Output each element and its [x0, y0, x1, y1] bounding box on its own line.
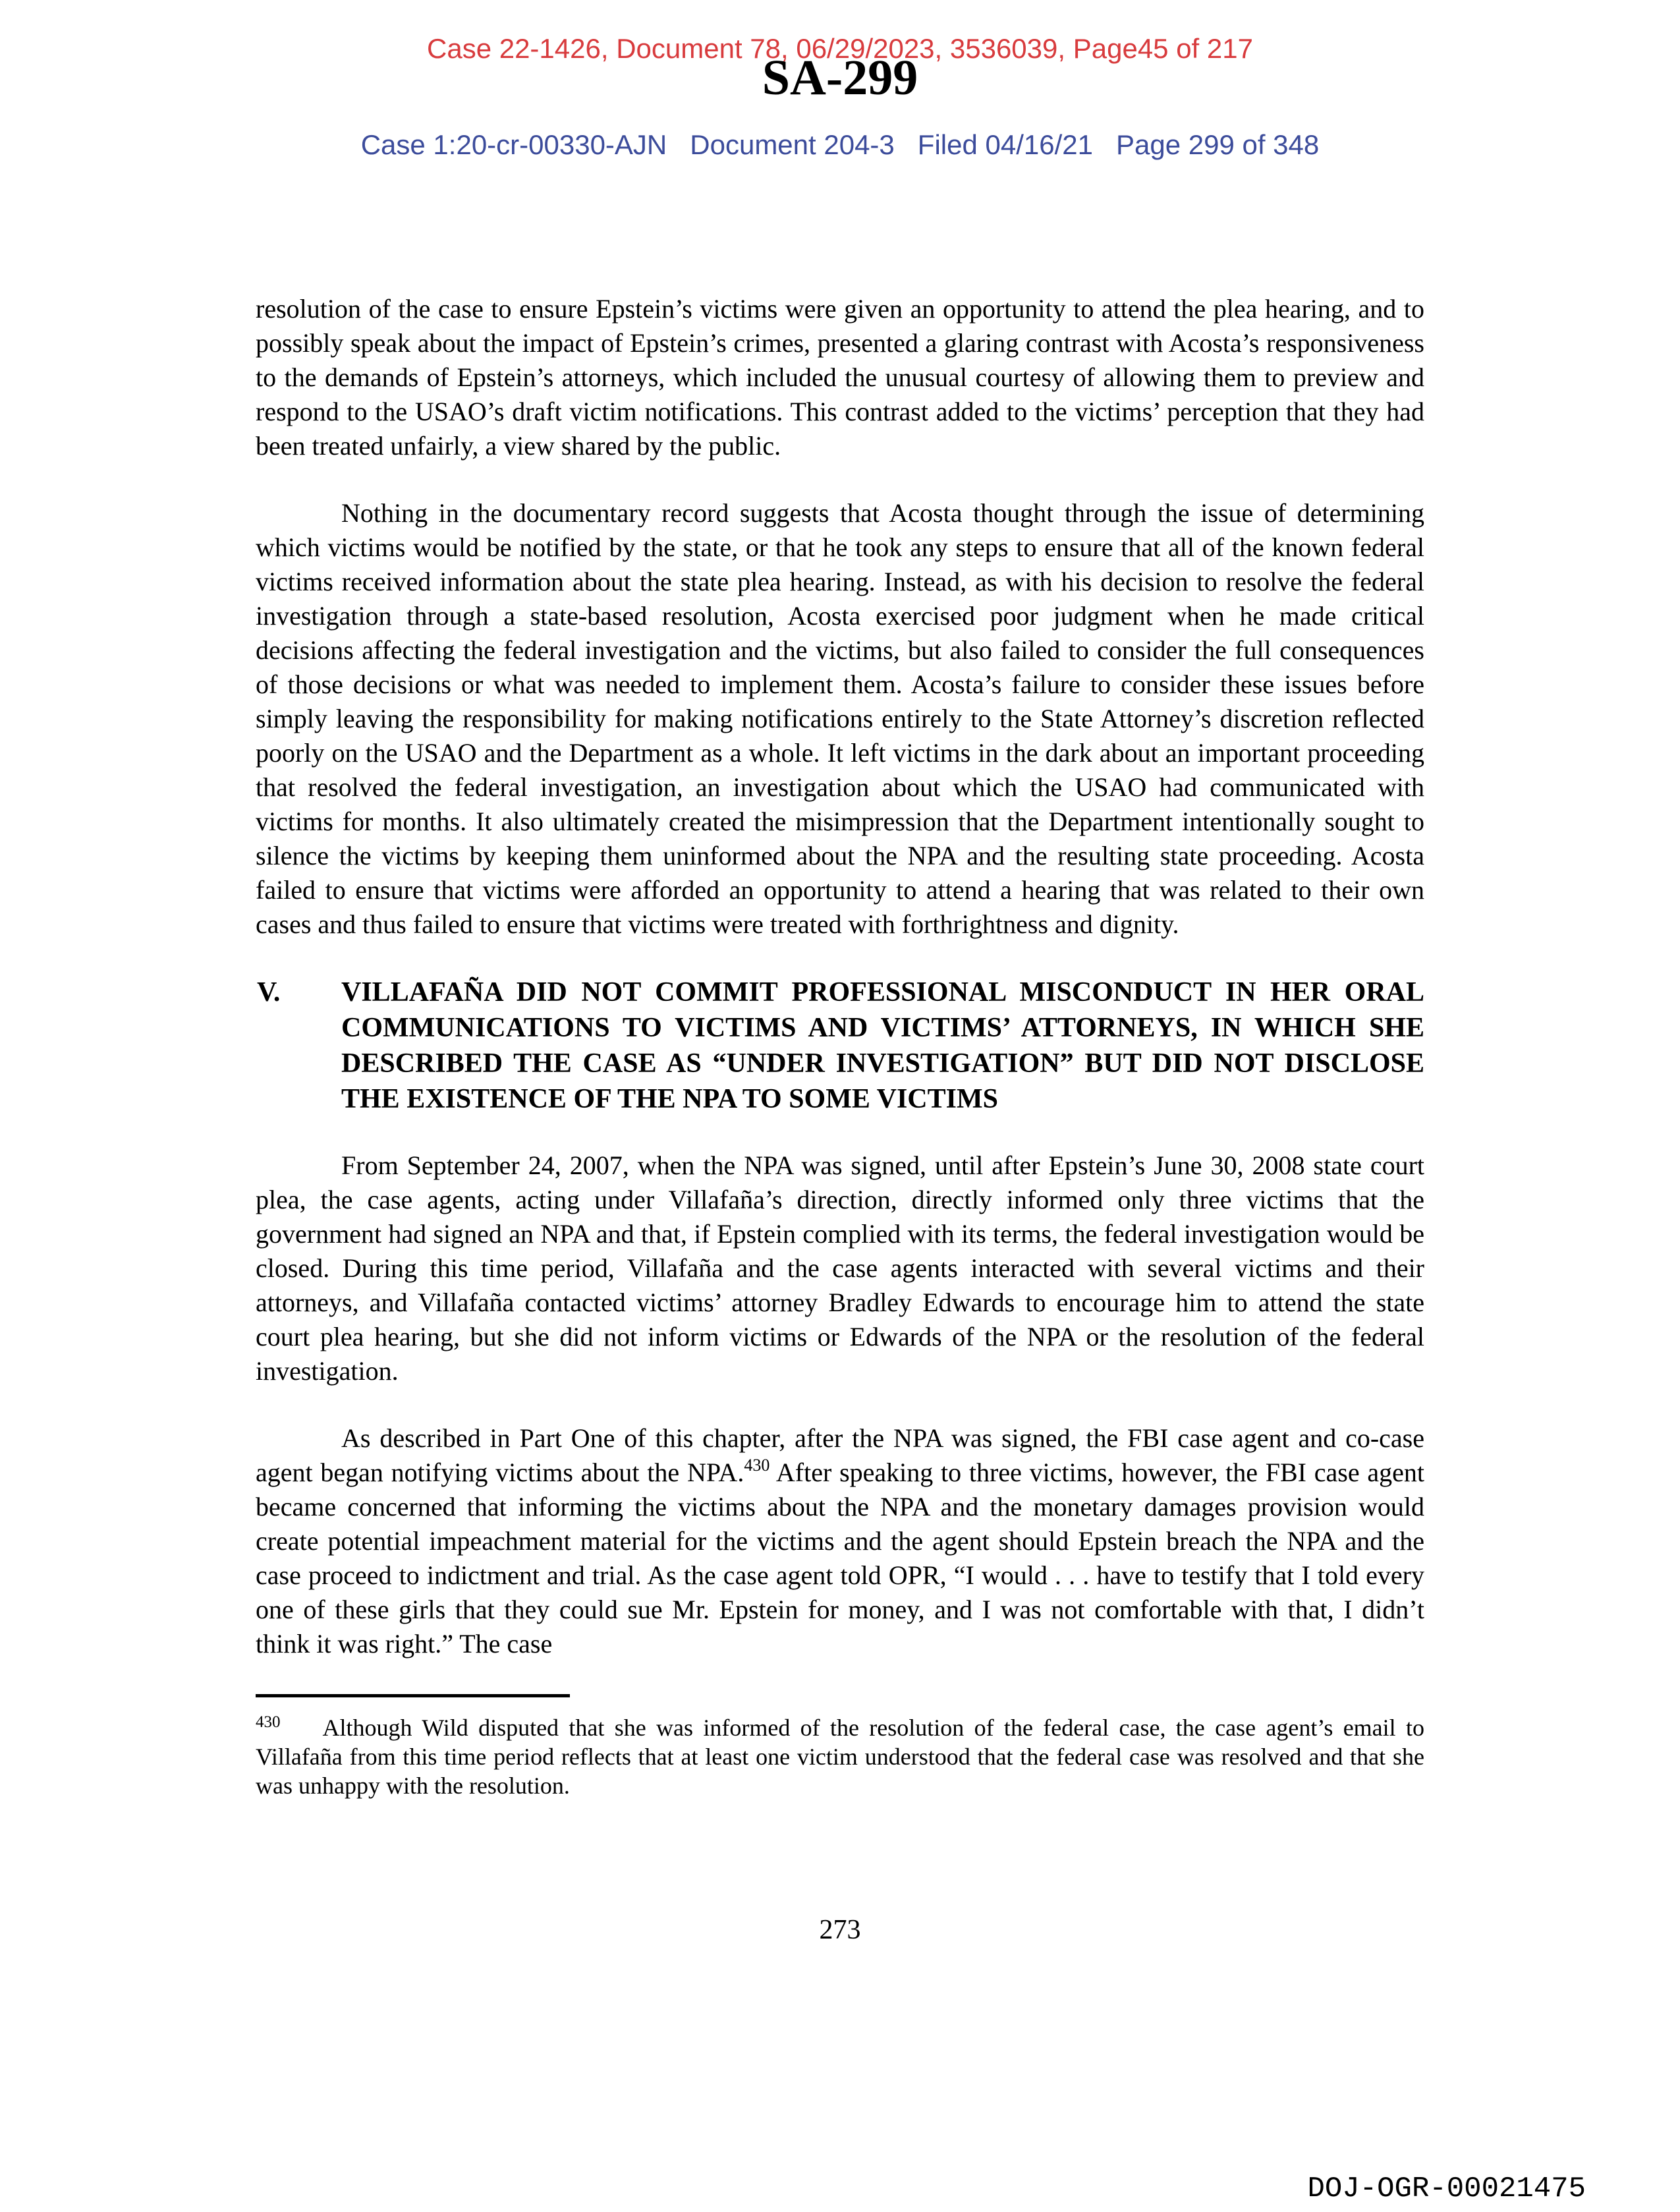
- footnote-separator-rule: [256, 1694, 570, 1697]
- district-court-stamp: Case 1:20-cr-00330-AJN Document 204-3 Filed 04/16/21 Page 299 of 348: [360, 129, 1320, 160]
- footnote-text: Although Wild disputed that she was informed of the resolution of the federal case, the case agent’s email to Villafaña from this time period reflects that at least one victim understood that the federal case was resolved and that she was unhappy with the resolution.: [256, 1715, 1424, 1799]
- footnote: [256, 1713, 1424, 1800]
- page-number: 273: [819, 1915, 861, 1945]
- section-heading-text: VILLAFAÑA DID NOT COMMIT PROFESSIONAL MISCONDUCT IN HER ORAL COMMUNICATIONS TO VICTIMS AND VICTIMS’ ATTORNEYS, IN WHICH SHE DESCRIBED THE CASE AS “UNDER INVESTIGATION” BUT DID NOT DISCLOSE THE EXISTENCE OF THE NPA TO SOME VICTIMS: [341, 977, 1424, 1114]
- body-paragraph: [256, 1421, 1424, 1661]
- section-number: V.: [257, 977, 281, 1007]
- section-heading: [256, 975, 1424, 1117]
- body-paragraph-continuation: resolution of the case to ensure Epstein’s victims were given an opportunity to attend the plea hearing, and to possibly speak about the impact of Epstein’s crimes, presented a glaring contrast with Acosta’s responsiveness to the demands of Epstein’s attorneys, which included the unusual courtesy of allowing them to preview and respond to the USAO’s draft victim notifications. This contrast added to the victims’ perception that they had been treated unfairly, a view shared by the public.: [256, 294, 1424, 461]
- document-body: [256, 292, 1424, 1800]
- body-paragraph: From September 24, 2007, when the NPA was signed, until after Epstein’s June 30, 2008 state court plea, the case agents, acting under Villafaña’s direction, directly informed only three victims that the government had signed an NPA and that, if Epstein complied with its terms, the federal investigation would be closed. During this time period, Villafaña and the case agents interacted with several victims and their attorneys, and Villafaña contacted victims’ attorney Bradley Edwards to encourage him to attend the state court plea hearing, but she did not inform victims or Edwards of the NPA or the resolution of the federal investigation.: [256, 1150, 1424, 1386]
- bates-number: DOJ-OGR-00021475: [1307, 2172, 1586, 2205]
- paragraph-text-after-footnote-ref: After speaking to three victims, however, the FBI case agent became concerned that informing the victims about the NPA and the monetary damages provision would create potential impeachment material for the victims and the agent should Epstein breach the NPA and the case proceed to indictment and trial. As the case agent told OPR, “I would . . . have to testify that I told every one of these girls that they could sue Mr. Epstein for money, and I was not comfortable with that, I didn’t think it was right.” The case: [256, 1458, 1424, 1659]
- footnote-marker: 430: [256, 1713, 281, 1731]
- appellate-court-stamp: Case 22-1426, Document 78, 06/29/2023, 3536039, Page45 of 217: [427, 33, 1253, 64]
- body-paragraph: Nothing in the documentary record suggests that Acosta thought through the issue of determining which victims would be notified by the state, or that he took any steps to ensure that all of the known federal victims received information about the state plea hearing. Instead, as with his decision to resolve the federal investigation through a state-based resolution, Acosta exercised poor judgment when he made critical decisions affecting the federal investigation and the victims, but also failed to consider the full consequences of those decisions or what was needed to implement them. Acosta’s failure to consider these issues before simply leaving the responsibility for making notifications entirely to the State Attorney’s discretion reflected poorly on the USAO and the Department as a whole. It left victims in the dark about an important proceeding that resolved the federal investigation, an investigation about which the USAO had communicated with victims for months. It also ultimately created the misimpression that the Department intentionally sought to silence the victims by keeping them uninformed about the NPA and the resulting state proceeding. Acosta failed to ensure that victims were afforded an opportunity to attend a hearing that was related to their own cases and thus failed to ensure that victims were treated with forthrightness and dignity.: [256, 498, 1424, 939]
- paragraph-text-before-footnote-ref: As described in Part One of this chapter, after the NPA was signed, the FBI case agent and co-case agent began notifying victims about the NPA.: [256, 1423, 1424, 1487]
- supplemental-appendix-number: SA-299: [762, 50, 918, 105]
- footnote-reference-number: 430: [744, 1456, 770, 1475]
